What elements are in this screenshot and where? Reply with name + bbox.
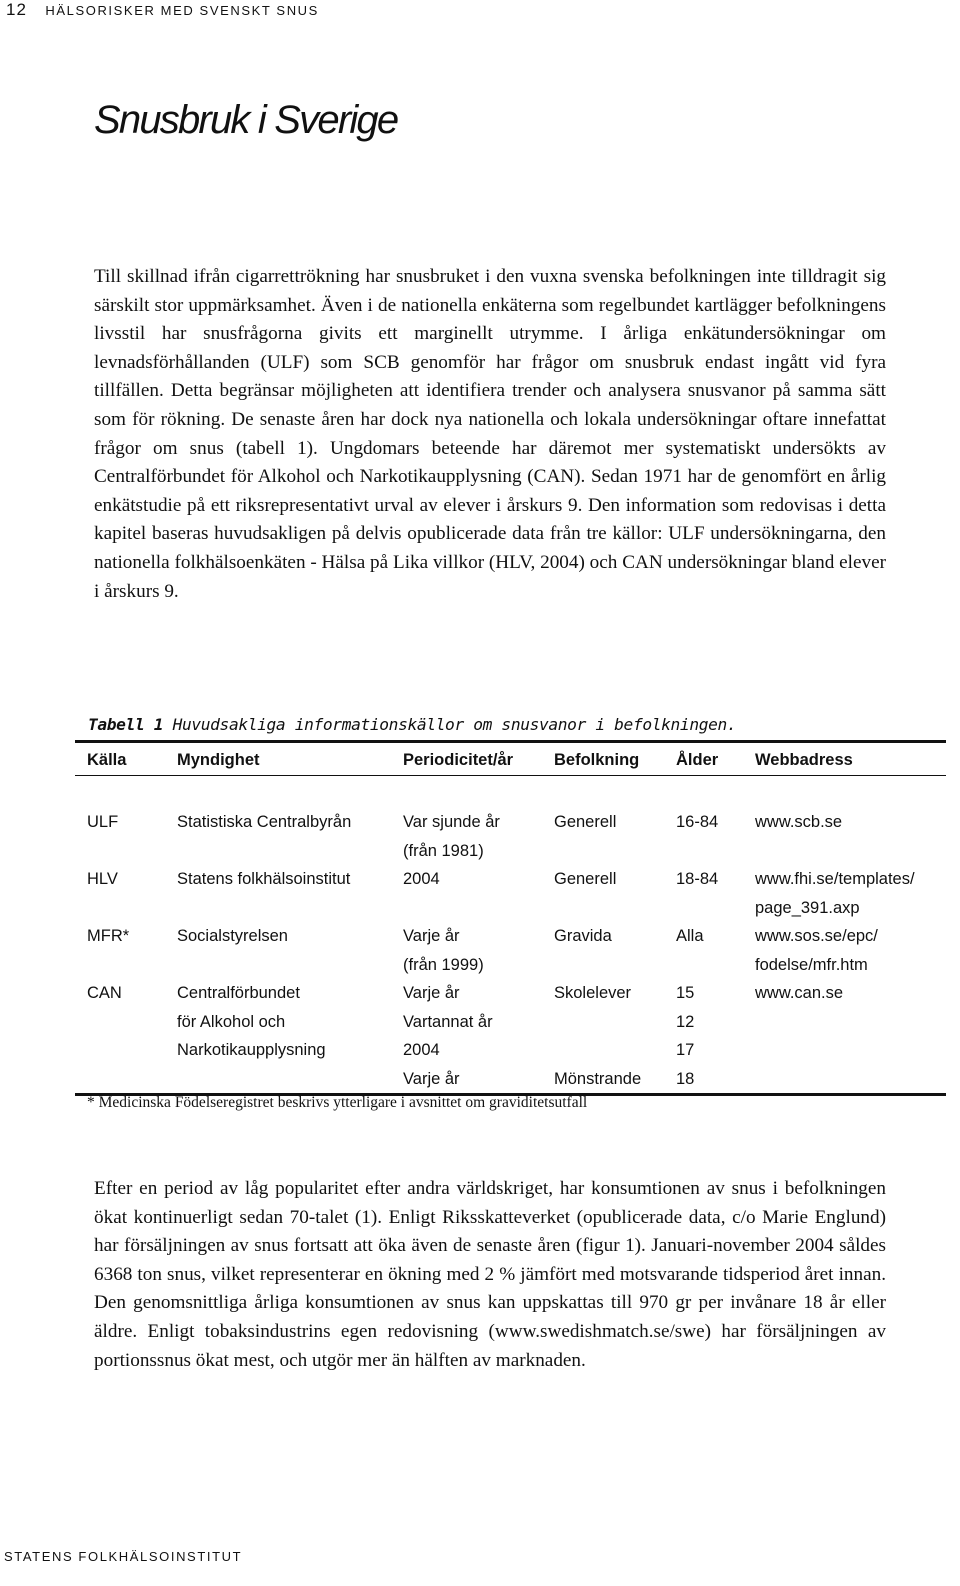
column-header-age: Ålder <box>676 751 719 769</box>
table-cell-population: Skolelever Mönstrande <box>554 984 642 1088</box>
table-cell-population: Generell <box>554 870 617 888</box>
table-cell-age: 16-84 <box>676 813 719 831</box>
page-header <box>6 0 319 24</box>
table-cell-source: CAN <box>87 984 122 1002</box>
column-header-periodicity: Periodicitet/år <box>403 751 514 769</box>
table-cell-source: MFR* <box>87 927 130 945</box>
column-header-agency: Myndighet <box>177 751 260 769</box>
table-cell-source: HLV <box>87 870 118 888</box>
table-cell-periodicity: Varje år Vartannat år 2004 Varje år <box>403 984 493 1088</box>
table-cell-periodicity: 2004 <box>403 870 440 888</box>
table-row-hlv <box>75 865 946 922</box>
table-cell-web: www.scb.se <box>755 813 843 831</box>
intro-paragraph: Till skillnad ifrån cigarrettrökning har snusbruket i den vuxna svenska befolkningen inte tilldragit sig särskilt stor uppmärksamhet. Även i de nationella enkäterna som regelbundet kartlägger befolkningens livsstil har snusfrågorna givits ett marginellt utrymme. I årliga enkätundersökningar om levnadsförhållanden (ULF) som SCB genomför har frågor om snusbruk endast ingått vid fyra tillfällen. Detta begränsar möjligheten att identifiera trender och analysera snusvanor på samma sätt som för rökning. De senaste åren har dock nya nationella och lokala undersökningar oftare innefattat frågor om snus (tabell 1). Ungdomars beteende har däremot mer systematiskt undersökts av Centralförbundet för Alkohol och Narkotikaupplysning (CAN). Sedan 1971 har de genomfört en årlig enkätstudie på ett riksrepresentativt urval av elever i årskurs 9. Den information som redovisas i detta kapitel baseras huvudsakligen på delvis opublicerade data från tre källor: ULF undersökningarna, den nationella folkhälsoenkäten - Hälsa på Lika villkor (HLV, 2004) och CAN undersökningar bland elever i årskurs 9. <box>94 266 886 602</box>
table-caption <box>88 715 736 734</box>
table-cell-periodicity: Var sjunde år (från 1981) <box>403 813 500 860</box>
table-cell-web: www.fhi.se/templates/ page_391.axp <box>755 870 915 917</box>
table-caption-label: Tabell 1 <box>88 715 164 734</box>
table-cell-source: ULF <box>87 813 119 831</box>
table-row-can <box>75 979 946 1095</box>
chapter-title: Snusbruk i Sverige <box>94 98 398 142</box>
table-spacer-row <box>75 776 946 809</box>
table-cell-agency: Statistiska Centralbyrån <box>177 813 352 831</box>
table-cell-web: www.sos.se/epc/ fodelse/mfr.htm <box>755 927 878 974</box>
column-header-source: Källa <box>87 751 127 769</box>
information-sources-table <box>75 740 946 1096</box>
table-cell-age: 15 12 17 18 <box>676 984 695 1088</box>
page-footer: STATENS FOLKHÄLSOINSTITUT <box>4 1549 243 1564</box>
table-cell-periodicity: Varje år (från 1999) <box>403 927 484 974</box>
table-cell-agency: Socialstyrelsen <box>177 927 288 945</box>
table-cell-age: 18-84 <box>676 870 719 888</box>
table-cell-population: Gravida <box>554 927 612 945</box>
table-row-ulf <box>75 808 946 865</box>
column-header-web: Webbadress <box>755 751 853 769</box>
table-cell-web: www.can.se <box>755 984 844 1002</box>
page-number: 12 <box>6 0 27 19</box>
table-cell-agency: Statens folkhälsoinstitut <box>177 870 351 888</box>
table-cell-agency: Centralförbundet för Alkohol och Narkotikaupplysning <box>177 984 326 1059</box>
table-row-mfr <box>75 922 946 979</box>
table-header-row <box>75 742 946 776</box>
column-header-population: Befolkning <box>554 751 640 769</box>
table-caption-text: Huvudsakliga informationskällor om snusvanor i befolkningen. <box>163 715 737 734</box>
table-cell-age: Alla <box>676 927 704 945</box>
closing-paragraph: Efter en period av låg popularitet efter andra världskriget, har konsumtionen av snus i befolkningen ökat kontinuerligt sedan 70-talet (1). Enligt Riksskatteverket (opublicerade data, c/o Marie Englund) har försäljningen av snus fortsatt att öka även de senaste åren (figur 1). Januari-november 2004 såldes 6368 ton snus, vilket representerar en ökning med 2 % jämfört med motsvarande tidsperiod året innan. Den genomsnittliga årliga konsumtionen av snus kan uppskattas till 970 gr per invånare 18 år eller äldre. Enligt tobaksindustrins egen redovisning (www.swedishmatch.se/swe) har försäljningen av portionssnus ökat mest, och utgör mer än hälften av marknaden. <box>94 1178 886 1371</box>
table-cell-population: Generell <box>554 813 617 831</box>
table-footnote: * Medicinska Födelseregistret beskrivs ytterligare i avsnittet om graviditetsutfall <box>87 1094 588 1111</box>
running-head: HÄLSORISKER MED SVENSKT SNUS <box>45 3 319 18</box>
